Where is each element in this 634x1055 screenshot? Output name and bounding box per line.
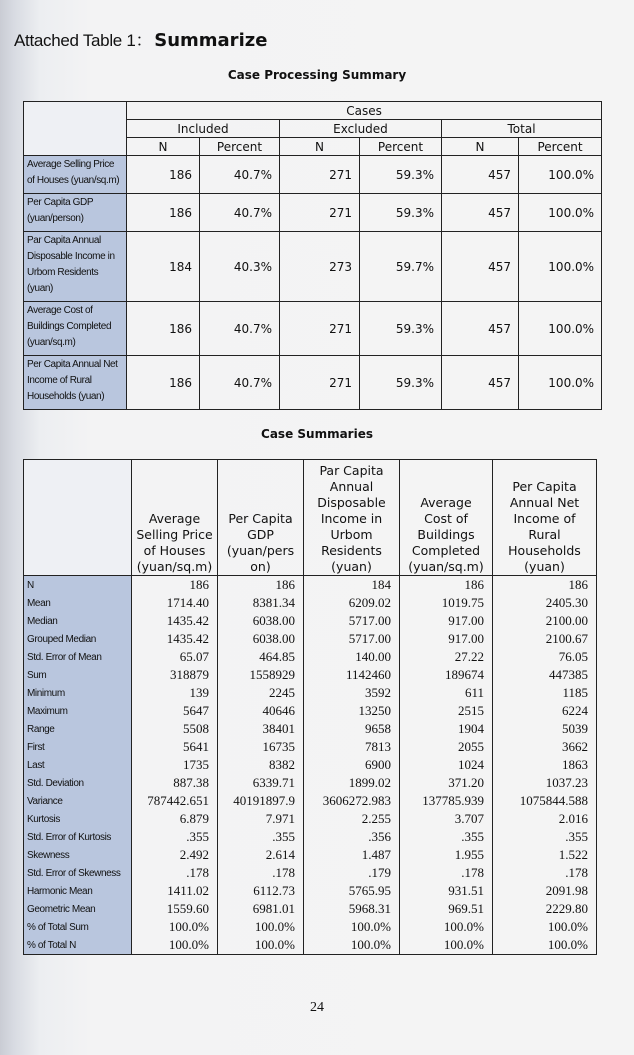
row-label	[24, 156, 127, 194]
value-cell: 186	[127, 356, 200, 410]
summary-row	[24, 666, 597, 684]
value-cell: 6981.01	[218, 900, 304, 918]
value-cell: 100.0%	[519, 302, 602, 356]
value-cell: 40.7%	[200, 156, 280, 194]
row-label-line: Income of Rural	[27, 375, 92, 386]
column-header-line: Residents	[321, 543, 382, 558]
summary-row	[24, 720, 597, 738]
processing-summary-title: Case Processing Summary	[227, 68, 407, 82]
value-cell: 100.0%	[519, 356, 602, 410]
value-cell: .355	[493, 828, 597, 846]
value-cell: 186	[127, 302, 200, 356]
group-header: Excluded	[280, 120, 442, 138]
statistic-label: Range	[24, 720, 132, 738]
value-cell: 371.20	[400, 774, 493, 792]
row-label-line: Disposable Income in	[27, 251, 115, 262]
value-cell: 5039	[493, 720, 597, 738]
column-header	[218, 460, 304, 576]
value-cell: .178	[400, 864, 493, 882]
value-cell: 184	[304, 576, 400, 595]
statistic-label: Last	[24, 756, 132, 774]
value-cell: 5765.95	[304, 882, 400, 900]
column-header-line: Completed	[411, 543, 481, 558]
value-cell: 1.522	[493, 846, 597, 864]
column-header-line: Annual	[329, 479, 374, 494]
value-cell: 65.07	[132, 648, 218, 666]
statistic-label: Std. Error of Mean	[24, 648, 132, 666]
value-cell: 447385	[493, 666, 597, 684]
summary-row	[24, 684, 597, 702]
summary-row	[24, 756, 597, 774]
value-cell: 3662	[493, 738, 597, 756]
value-cell: 100.0%	[304, 918, 400, 936]
statistic-label: Sum	[24, 666, 132, 684]
value-cell: 8381.34	[218, 594, 304, 612]
value-cell: 271	[280, 302, 360, 356]
statistic-label: % of Total Sum	[24, 918, 132, 936]
value-cell: .355	[400, 828, 493, 846]
value-cell: 40.3%	[200, 232, 280, 302]
statistic-label: Harmonic Mean	[24, 882, 132, 900]
subheader: N	[127, 138, 200, 156]
statistic-label: Std. Error of Kurtosis	[24, 828, 132, 846]
subheader: N	[442, 138, 519, 156]
summary-row	[24, 648, 597, 666]
statistic-label: Variance	[24, 792, 132, 810]
summary-row	[24, 774, 597, 792]
value-cell: 100.0%	[400, 936, 493, 955]
value-cell: 271	[280, 356, 360, 410]
value-cell: 40191897.9	[218, 792, 304, 810]
value-cell: 100.0%	[493, 936, 597, 955]
value-cell: 186	[493, 576, 597, 595]
value-cell: 1863	[493, 756, 597, 774]
row-label-line: (yuan/person)	[27, 213, 84, 224]
value-cell: 6038.00	[218, 630, 304, 648]
summary-row	[24, 828, 597, 846]
row-label-line: Average Cost of	[27, 305, 93, 316]
value-cell: 100.0%	[493, 918, 597, 936]
row-label-line: Urbom Residents	[27, 267, 99, 278]
value-cell: 16735	[218, 738, 304, 756]
row-label	[24, 302, 127, 356]
column-header-line: of Houses	[143, 543, 206, 558]
processing-header	[24, 102, 602, 156]
case-summaries-title: Case Summaries	[261, 427, 373, 441]
value-cell: 1714.40	[132, 594, 218, 612]
value-cell: 3592	[304, 684, 400, 702]
value-cell: 1435.42	[132, 630, 218, 648]
column-header-line: (yuan)	[524, 559, 565, 574]
summary-row	[24, 810, 597, 828]
value-cell: 1019.75	[400, 594, 493, 612]
value-cell: 2100.67	[493, 630, 597, 648]
value-cell: 611	[400, 684, 493, 702]
statistic-label: Std. Deviation	[24, 774, 132, 792]
column-header-line: GDP	[247, 527, 274, 542]
value-cell: 271	[280, 156, 360, 194]
value-cell: 100.0%	[218, 918, 304, 936]
value-cell: .178	[218, 864, 304, 882]
value-cell: 1558929	[218, 666, 304, 684]
summary-row	[24, 792, 597, 810]
row-label-line: (yuan/sq.m)	[27, 337, 76, 348]
value-cell: .355	[132, 828, 218, 846]
value-cell: 100.0%	[519, 194, 602, 232]
value-cell: 3.707	[400, 810, 493, 828]
row-label-line: Average Selling Price	[27, 159, 115, 170]
value-cell: 1.955	[400, 846, 493, 864]
value-cell: 186	[132, 576, 218, 595]
value-cell: .179	[304, 864, 400, 882]
value-cell: 59.3%	[360, 156, 442, 194]
column-header-line: on)	[250, 559, 271, 574]
row-label	[24, 356, 127, 410]
column-header-line: Income in	[320, 511, 383, 526]
value-cell: 100.0%	[304, 936, 400, 955]
group-header: Included	[127, 120, 280, 138]
value-cell: 186	[218, 576, 304, 595]
column-header-line: Per Capita	[512, 479, 577, 494]
value-cell: 6.879	[132, 810, 218, 828]
value-cell: 5717.00	[304, 612, 400, 630]
value-cell: 7.971	[218, 810, 304, 828]
value-cell: 1904	[400, 720, 493, 738]
statistic-label: Skewness	[24, 846, 132, 864]
column-header	[493, 460, 597, 576]
value-cell: 137785.939	[400, 792, 493, 810]
row-label	[24, 194, 127, 232]
value-cell: 13250	[304, 702, 400, 720]
value-cell: 2229.80	[493, 900, 597, 918]
value-cell: 3606272.983	[304, 792, 400, 810]
value-cell: 1899.02	[304, 774, 400, 792]
value-cell: 184	[127, 232, 200, 302]
value-cell: 273	[280, 232, 360, 302]
processing-row	[24, 356, 602, 410]
summary-row	[24, 612, 597, 630]
column-header-line: Urbom	[330, 527, 373, 542]
value-cell: 186	[127, 194, 200, 232]
value-cell: 6900	[304, 756, 400, 774]
value-cell: 186	[127, 156, 200, 194]
column-header-line: Average	[148, 511, 201, 526]
processing-row	[24, 194, 602, 232]
column-header	[132, 460, 218, 576]
value-cell: .178	[132, 864, 218, 882]
value-cell: 59.3%	[360, 302, 442, 356]
value-cell: .355	[218, 828, 304, 846]
statistic-label: Median	[24, 612, 132, 630]
column-header-line: Selling Price	[136, 527, 213, 542]
value-cell: 189674	[400, 666, 493, 684]
page-heading	[14, 26, 267, 51]
value-cell: 787442.651	[132, 792, 218, 810]
value-cell: 2405.30	[493, 594, 597, 612]
summary-row	[24, 738, 597, 756]
column-header-line: Households	[508, 543, 581, 558]
row-label-line: Per Capita GDP	[27, 197, 94, 208]
column-header-line: Annual Net	[509, 495, 580, 510]
value-cell: 1037.23	[493, 774, 597, 792]
value-cell: 5647	[132, 702, 218, 720]
value-cell: 1411.02	[132, 882, 218, 900]
column-header-line: Rural	[528, 527, 561, 542]
column-header-line: Par Capita	[319, 463, 384, 478]
value-cell: 6112.73	[218, 882, 304, 900]
processing-row	[24, 302, 602, 356]
value-cell: 457	[442, 232, 519, 302]
value-cell: .178	[493, 864, 597, 882]
value-cell: 457	[442, 302, 519, 356]
value-cell: 5641	[132, 738, 218, 756]
value-cell: 457	[442, 194, 519, 232]
value-cell: 139	[132, 684, 218, 702]
summaries-body	[24, 576, 597, 955]
value-cell: 100.0%	[400, 918, 493, 936]
value-cell: 2.016	[493, 810, 597, 828]
value-cell: 917.00	[400, 630, 493, 648]
value-cell: 1559.60	[132, 900, 218, 918]
group-header: Total	[442, 120, 602, 138]
summary-row	[24, 702, 597, 720]
statistic-label: Geometric Mean	[24, 900, 132, 918]
column-header-line: Disposable	[317, 495, 386, 510]
value-cell: 8382	[218, 756, 304, 774]
column-header-line: (yuan/sq.m)	[408, 559, 484, 574]
value-cell: 2.614	[218, 846, 304, 864]
column-header	[304, 460, 400, 576]
value-cell: 2100.00	[493, 612, 597, 630]
corner-cell	[24, 460, 132, 576]
processing-body	[24, 156, 602, 410]
summary-row	[24, 918, 597, 936]
value-cell: 59.3%	[360, 194, 442, 232]
column-header-line: Average	[420, 495, 472, 510]
value-cell: 9658	[304, 720, 400, 738]
value-cell: 186	[400, 576, 493, 595]
summary-row	[24, 864, 597, 882]
summary-row	[24, 576, 597, 595]
row-label	[24, 232, 127, 302]
value-cell: 59.3%	[360, 356, 442, 410]
value-cell: 59.7%	[360, 232, 442, 302]
statistic-label: First	[24, 738, 132, 756]
value-cell: 100.0%	[132, 918, 218, 936]
value-cell: 100.0%	[218, 936, 304, 955]
value-cell: 2245	[218, 684, 304, 702]
statistic-label: N	[24, 576, 132, 595]
value-cell: 1.487	[304, 846, 400, 864]
value-cell: 2.492	[132, 846, 218, 864]
processing-row	[24, 232, 602, 302]
column-header-line: (yuan/pers	[226, 543, 295, 558]
heading-title: Summarize	[154, 30, 268, 51]
value-cell: 100.0%	[519, 232, 602, 302]
value-cell: 76.05	[493, 648, 597, 666]
value-cell: 917.00	[400, 612, 493, 630]
value-cell: 969.51	[400, 900, 493, 918]
row-label-line: Per Capita Annual Net	[27, 359, 118, 370]
statistic-label: Kurtosis	[24, 810, 132, 828]
statistic-label: Grouped Median	[24, 630, 132, 648]
value-cell: 6209.02	[304, 594, 400, 612]
column-header-line: Income of	[513, 511, 576, 526]
statistic-label: Maximum	[24, 702, 132, 720]
value-cell: 1075844.588	[493, 792, 597, 810]
summary-row	[24, 594, 597, 612]
value-cell: 40.7%	[200, 356, 280, 410]
value-cell: 457	[442, 356, 519, 410]
summary-row	[24, 846, 597, 864]
value-cell: 1435.42	[132, 612, 218, 630]
value-cell: 6339.71	[218, 774, 304, 792]
subheader: N	[280, 138, 360, 156]
subheader: Percent	[200, 138, 280, 156]
column-header	[400, 460, 493, 576]
cases-header: Cases	[127, 102, 602, 120]
case-summaries-table	[23, 459, 597, 955]
row-label-line: (yuan)	[27, 283, 53, 294]
subheader: Percent	[519, 138, 602, 156]
value-cell: 7813	[304, 738, 400, 756]
value-cell: 6224	[493, 702, 597, 720]
value-cell: 2055	[400, 738, 493, 756]
value-cell: 5968.31	[304, 900, 400, 918]
value-cell: 1185	[493, 684, 597, 702]
value-cell: 1024	[400, 756, 493, 774]
subheader: Percent	[360, 138, 442, 156]
value-cell: 2091.98	[493, 882, 597, 900]
value-cell: 5508	[132, 720, 218, 738]
case-processing-table	[23, 101, 602, 410]
value-cell: 38401	[218, 720, 304, 738]
statistic-label: Std. Error of Skewness	[24, 864, 132, 882]
row-label-line: Households (yuan)	[27, 391, 105, 402]
heading-prefix: Attached Table 1：	[14, 31, 153, 50]
summaries-header-row	[24, 460, 597, 576]
page-number: 24	[310, 1000, 324, 1015]
value-cell: 27.22	[400, 648, 493, 666]
summary-row	[24, 630, 597, 648]
value-cell: 457	[442, 156, 519, 194]
statistic-label: Minimum	[24, 684, 132, 702]
value-cell: 318879	[132, 666, 218, 684]
value-cell: 100.0%	[132, 936, 218, 955]
summary-row	[24, 882, 597, 900]
value-cell: 40.7%	[200, 194, 280, 232]
value-cell: 2.255	[304, 810, 400, 828]
column-header-line: Buildings	[417, 527, 475, 542]
value-cell: 2515	[400, 702, 493, 720]
value-cell: 6038.00	[218, 612, 304, 630]
row-label-line: of Houses (yuan/sq.m)	[27, 175, 120, 186]
value-cell: 140.00	[304, 648, 400, 666]
summary-row	[24, 900, 597, 918]
statistic-label: % of Total N	[24, 936, 132, 955]
statistic-label: Mean	[24, 594, 132, 612]
value-cell: 40.7%	[200, 302, 280, 356]
value-cell: .356	[304, 828, 400, 846]
value-cell: 100.0%	[519, 156, 602, 194]
column-header-line: Per Capita	[228, 511, 293, 526]
value-cell: 5717.00	[304, 630, 400, 648]
value-cell: 887.38	[132, 774, 218, 792]
summary-row	[24, 936, 597, 955]
column-header-line: (yuan)	[331, 559, 372, 574]
value-cell: 1735	[132, 756, 218, 774]
column-header-line: (yuan/sq.m)	[136, 559, 213, 574]
corner-cell	[24, 102, 127, 156]
value-cell: 40646	[218, 702, 304, 720]
column-header-line: Cost of	[424, 511, 468, 526]
value-cell: 464.85	[218, 648, 304, 666]
value-cell: 1142460	[304, 666, 400, 684]
row-label-line: Par Capita Annual	[27, 235, 101, 246]
processing-row	[24, 156, 602, 194]
row-label-line: Buildings Completed	[27, 321, 112, 332]
value-cell: 271	[280, 194, 360, 232]
value-cell: 931.51	[400, 882, 493, 900]
